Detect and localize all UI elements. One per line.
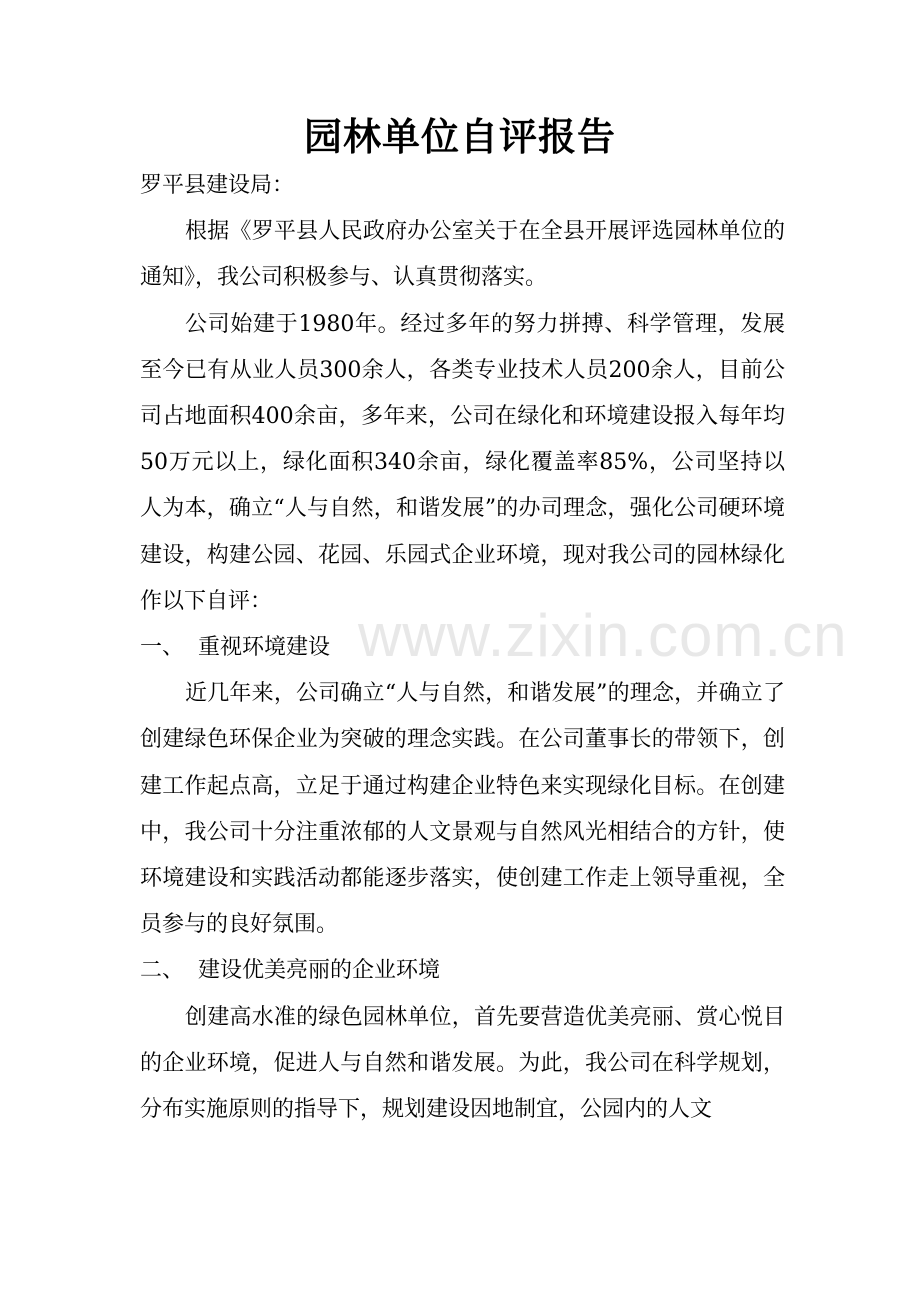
section-title: 建设优美亮丽的企业环境: [198, 958, 441, 984]
document-body: [140, 163, 785, 1133]
document-title: 园林单位自评报告: [303, 114, 616, 159]
salutation: 罗平县建设局：: [140, 173, 295, 198]
section-2-paragraph: 创建高水准的绿色园林单位，首先要营造优美亮丽、赏心悦目的企业环境，促进人与自然和谐发展。为此，我公司在科学规划，分布实施原则的指导下，规划建设因地制宜，公园内的人文: [140, 1004, 785, 1123]
section-heading-1: [140, 625, 785, 671]
section-number: 二、: [140, 958, 185, 984]
section-heading-2: [140, 948, 785, 994]
watermark: www.zixin.com.cn: [358, 602, 848, 669]
section-1-paragraph: 近几年来，公司确立“人与自然，和谐发展”的理念，并确立了创建绿色环保企业为突破的理念实践。在公司董事长的带领下，创建工作起点高，立足于通过构建企业特色来实现绿化目标。在创建中，我公司十分注重浓郁的人文景观与自然风光相结合的方针，使环境建设和实践活动都能逐步落实，使创建工作走上领导重视，全员参与的良好氛围。: [140, 681, 785, 938]
background-paragraph: 公司始建于1980年。经过多年的努力拼搏、科学管理，发展至今已有从业人员300余人，各类专业技术人员200余人，目前公司占地面积400余亩，多年来，公司在绿化和环境建设报入每年均50万元以上，绿化面积340余亩，绿化覆盖率85%，公司坚持以人为本，确立“人与自然，和谐发展”的办司理念，强化公司硬环境建设，构建公园、花园、乐园式企业环境，现对我公司的园林绿化作以下自评：: [140, 311, 785, 614]
section-number: 一、: [140, 635, 185, 661]
intro-paragraph: 根据《罗平县人民政府办公室关于在全县开展评选园林单位的通知》，我公司积极参与、认真贯彻落实。: [140, 219, 785, 291]
section-title: 重视环境建设: [198, 635, 331, 661]
